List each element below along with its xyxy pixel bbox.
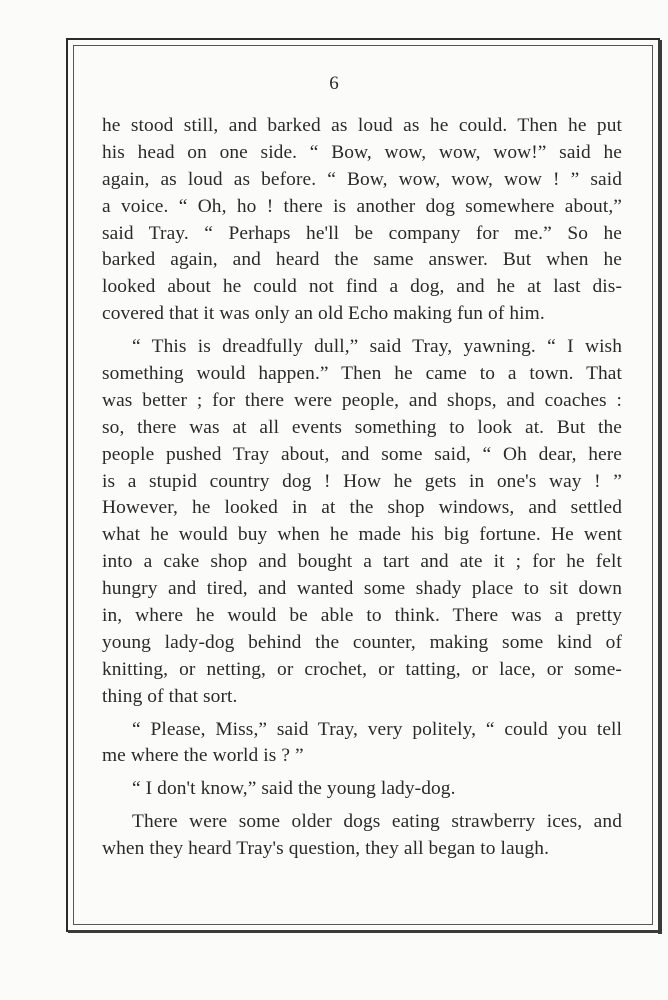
paragraph (102, 334, 622, 710)
text-line: a voice. “ Oh, ho ! there is another dog somewhere about,” (102, 195, 622, 217)
text-line: when they heard Tray's question, they all began to laugh. (102, 838, 550, 860)
paragraph (102, 776, 622, 803)
page-border-shadow-right (658, 40, 662, 934)
paragraph (102, 717, 622, 771)
text-line: me where the world is ? ” (102, 745, 304, 767)
text-line: in, where he would be able to think. There was a pretty (102, 605, 622, 627)
paragraph (102, 809, 622, 863)
page-border-shadow-bottom (68, 930, 662, 933)
body-text (102, 113, 622, 863)
text-line: “ This is dreadfully dull,” said Tray, yawning. “ I wish (132, 336, 622, 358)
text-line: again, as loud as before. “ Bow, wow, wow, wow ! ” said (102, 168, 622, 190)
text-line: young lady-dog behind the counter, making some kind of (102, 631, 622, 653)
text-line: “ Please, Miss,” said Tray, very politely, “ could you tell (132, 718, 622, 740)
paragraph (102, 113, 622, 328)
text-line: so, there was at all events something to look at. But the (102, 416, 622, 438)
text-line: was better ; for there were people, and shops, and coaches : (102, 389, 622, 411)
page-number: 6 (329, 73, 339, 94)
text-line: what he would buy when he made his big fortune. He went (102, 524, 622, 546)
text-line: knitting, or netting, or crochet, or tatting, or lace, or some- (102, 658, 622, 680)
text-line: hungry and tired, and wanted some shady place to sit down (102, 578, 622, 600)
text-line: said Tray. “ Perhaps he'll be company for me.” So he (102, 222, 622, 244)
text-line: There were some older dogs eating strawberry ices, and (132, 811, 622, 833)
text-line: he stood still, and barked as loud as he could. Then he put (102, 115, 622, 136)
text-line: into a cake shop and bought a tart and ate it ; for he felt (102, 551, 622, 573)
text-line: barked again, and heard the same answer. But when he (102, 249, 622, 271)
text-line: “ I don't know,” said the young lady-dog. (132, 778, 456, 800)
text-line: looked about he could not find a dog, and he at last dis- (102, 276, 622, 298)
text-line: thing of that sort. (102, 685, 238, 707)
text-line: something would happen.” Then he came to a town. That (102, 363, 622, 385)
text-line: his head on one side. “ Bow, wow, wow, wow!” said he (102, 141, 622, 163)
text-line: However, he looked in at the shop windows, and settled (102, 497, 622, 519)
text-line: people pushed Tray about, and some said, “ Oh dear, here (102, 443, 622, 465)
text-line: is a stupid country dog ! How he gets in one's way ! ” (102, 470, 622, 492)
text-line: covered that it was only an old Echo making fun of him. (102, 303, 545, 325)
